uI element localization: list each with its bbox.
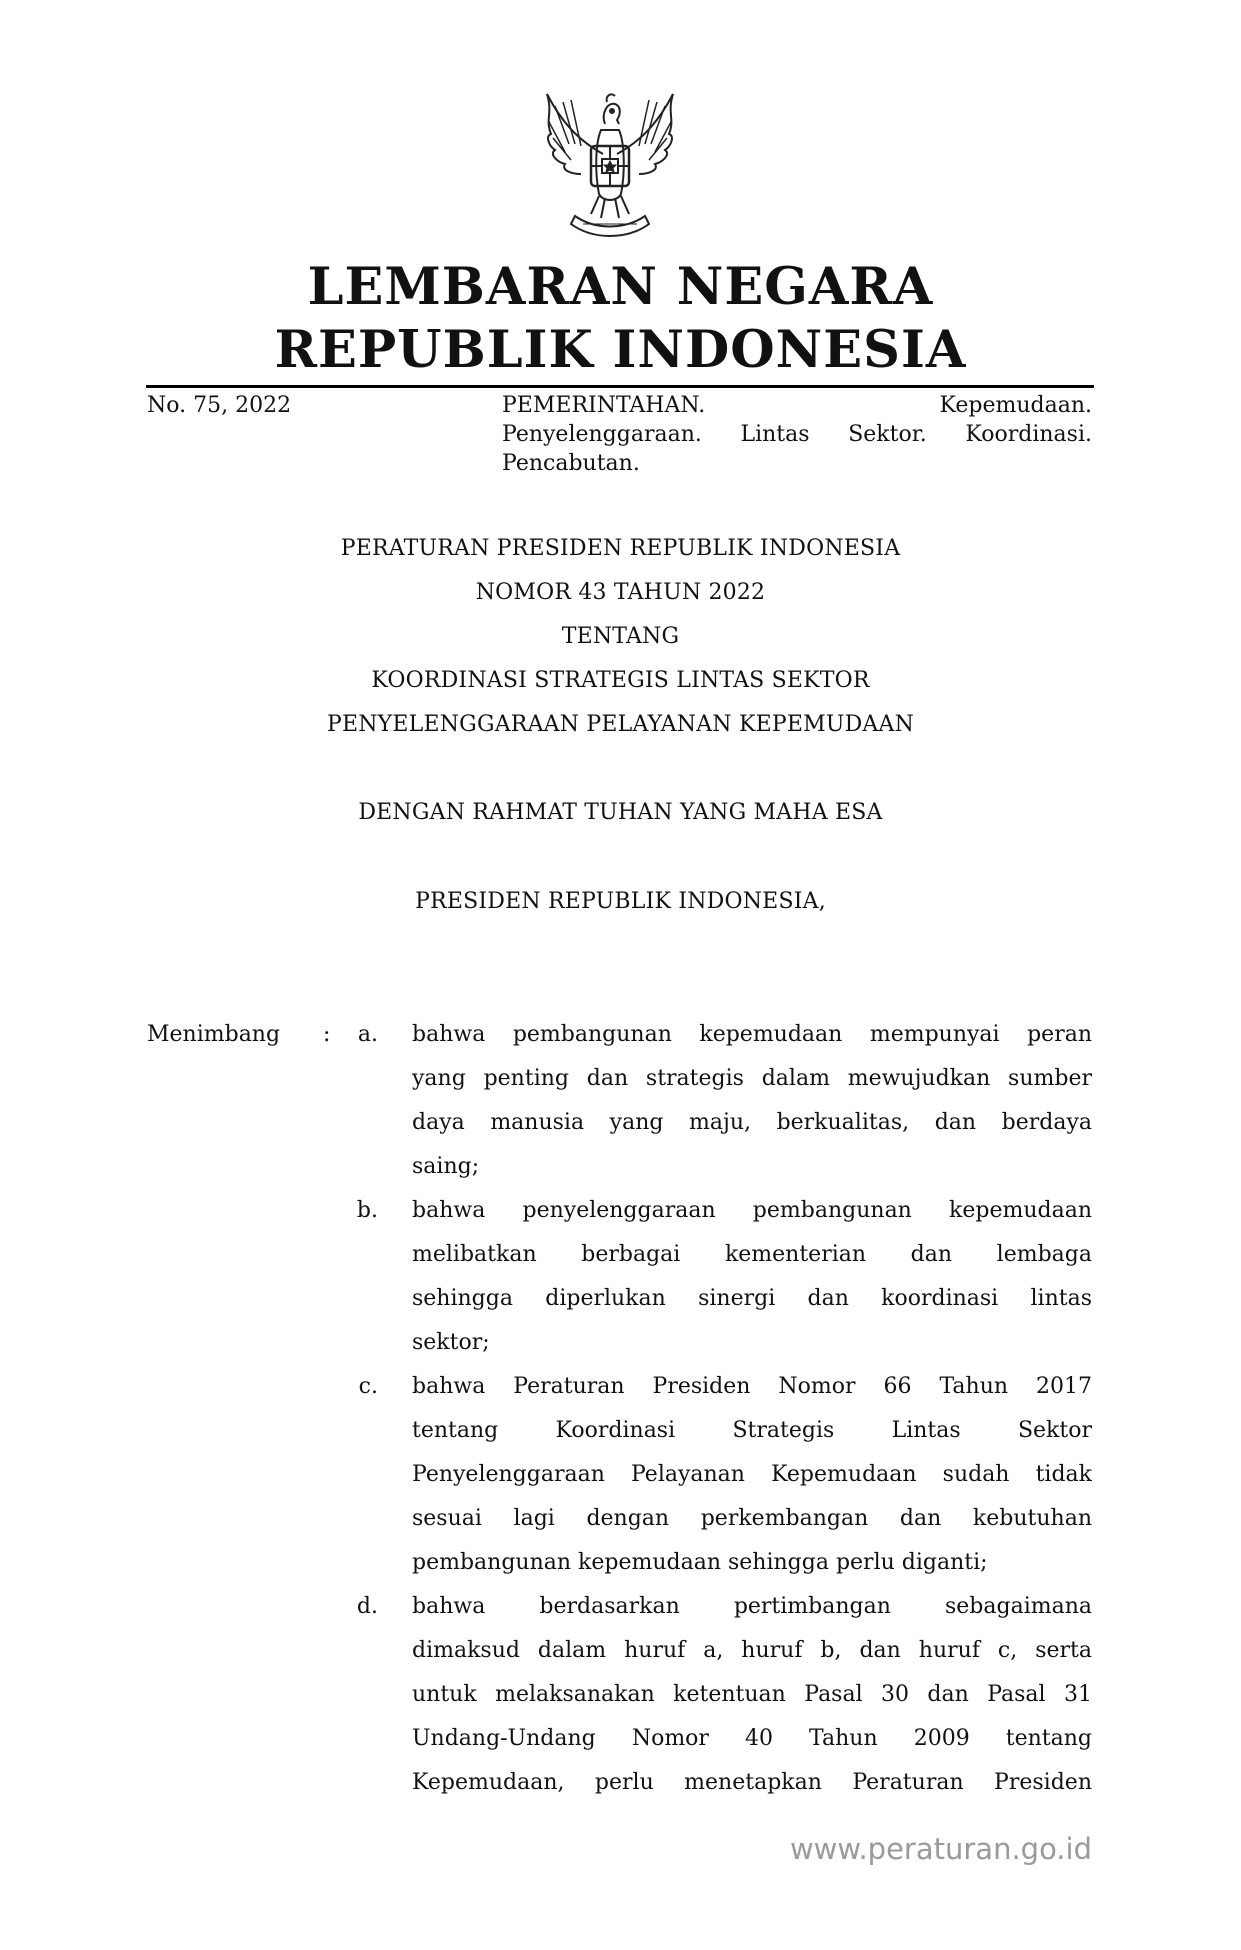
consideration-item-a <box>412 1013 1092 1189</box>
subject-line: Penyelenggaraan. Lintas Sektor. Koordinasi. <box>502 422 1092 447</box>
gazette-subject <box>502 391 1092 478</box>
consideration-item-c <box>412 1365 1092 1585</box>
regulation-issuer: PRESIDEN REPUBLIK INDONESIA, <box>415 889 826 914</box>
regulation-type: PERATURAN PRESIDEN REPUBLIK INDONESIA <box>340 536 901 561</box>
item-marker-c: c. <box>358 1374 378 1399</box>
regulation-number: NOMOR 43 TAHUN 2022 <box>475 580 766 605</box>
gazette-number: No. 75, 2022 <box>147 393 292 418</box>
regulation-title-line2: PENYELENGGARAAN PELAYANAN KEPEMUDAAN <box>326 712 915 737</box>
paragraph-line: bahwa Peraturan Presiden Nomor 66 Tahun 2017 <box>412 1374 1092 1399</box>
regulation-about: TENTANG <box>561 624 680 649</box>
item-marker-a: a. <box>357 1022 378 1047</box>
paragraph-line: sesuai lagi dengan perkembangan dan kebutuhan <box>412 1506 1092 1531</box>
paragraph-line: dimaksud dalam huruf a, huruf b, dan huruf c, serta <box>412 1638 1092 1663</box>
paragraph-line: saing; <box>412 1154 480 1179</box>
paragraph-line: daya manusia yang maju, berkualitas, dan berdaya <box>412 1110 1092 1135</box>
paragraph-line: melibatkan berbagai kementerian dan lembaga <box>412 1242 1092 1267</box>
subject-line: PEMERINTAHAN. Kepemudaan. <box>502 393 1092 418</box>
item-marker-d: d. <box>356 1594 378 1619</box>
regulation-title-line1: KOORDINASI STRATEGIS LINTAS SEKTOR <box>371 668 870 693</box>
paragraph-line: Undang-Undang Nomor 40 Tahun 2009 tentang <box>412 1726 1092 1751</box>
regulation-invocation: DENGAN RAHMAT TUHAN YANG MAHA ESA <box>358 800 883 825</box>
paragraph-line: tentang Koordinasi Strategis Lintas Sektor <box>412 1418 1092 1443</box>
website-watermark: www.peraturan.go.id <box>789 1832 1092 1866</box>
paragraph-line: sektor; <box>412 1330 490 1355</box>
paragraph-line: Kepemudaan, perlu menetapkan Peraturan Presiden <box>412 1770 1092 1795</box>
paragraph-line: pembangunan kepemudaan sehingga perlu diganti; <box>412 1550 988 1575</box>
title-divider <box>146 385 1094 388</box>
consideration-item-d <box>412 1585 1092 1805</box>
consideration-item-b <box>412 1189 1092 1365</box>
paragraph-line: bahwa penyelenggaraan pembangunan kepemudaan <box>412 1198 1092 1223</box>
paragraph-line: bahwa pembangunan kepemudaan mempunyai peran <box>412 1022 1092 1047</box>
considerations-colon: : <box>323 1022 331 1047</box>
paragraph-line: bahwa berdasarkan pertimbangan sebagaimana <box>412 1594 1092 1619</box>
subject-line: Pencabutan. <box>502 451 640 476</box>
considerations-label: Menimbang <box>147 1022 281 1047</box>
paragraph-line: Penyelenggaraan Pelayanan Kepemudaan sudah tidak <box>412 1462 1092 1487</box>
gazette-title-line1: LEMBARAN NEGARA <box>307 257 934 317</box>
item-marker-b: b. <box>356 1198 378 1223</box>
paragraph-line: sehingga diperlukan sinergi dan koordinasi lintas <box>412 1286 1092 1311</box>
gazette-title-line2: REPUBLIK INDONESIA <box>274 320 967 380</box>
paragraph-line: yang penting dan strategis dalam mewujudkan sumber <box>412 1066 1092 1091</box>
paragraph-line: untuk melaksanakan ketentuan Pasal 30 dan Pasal 31 <box>412 1682 1092 1707</box>
garuda-emblem-icon <box>535 84 685 244</box>
